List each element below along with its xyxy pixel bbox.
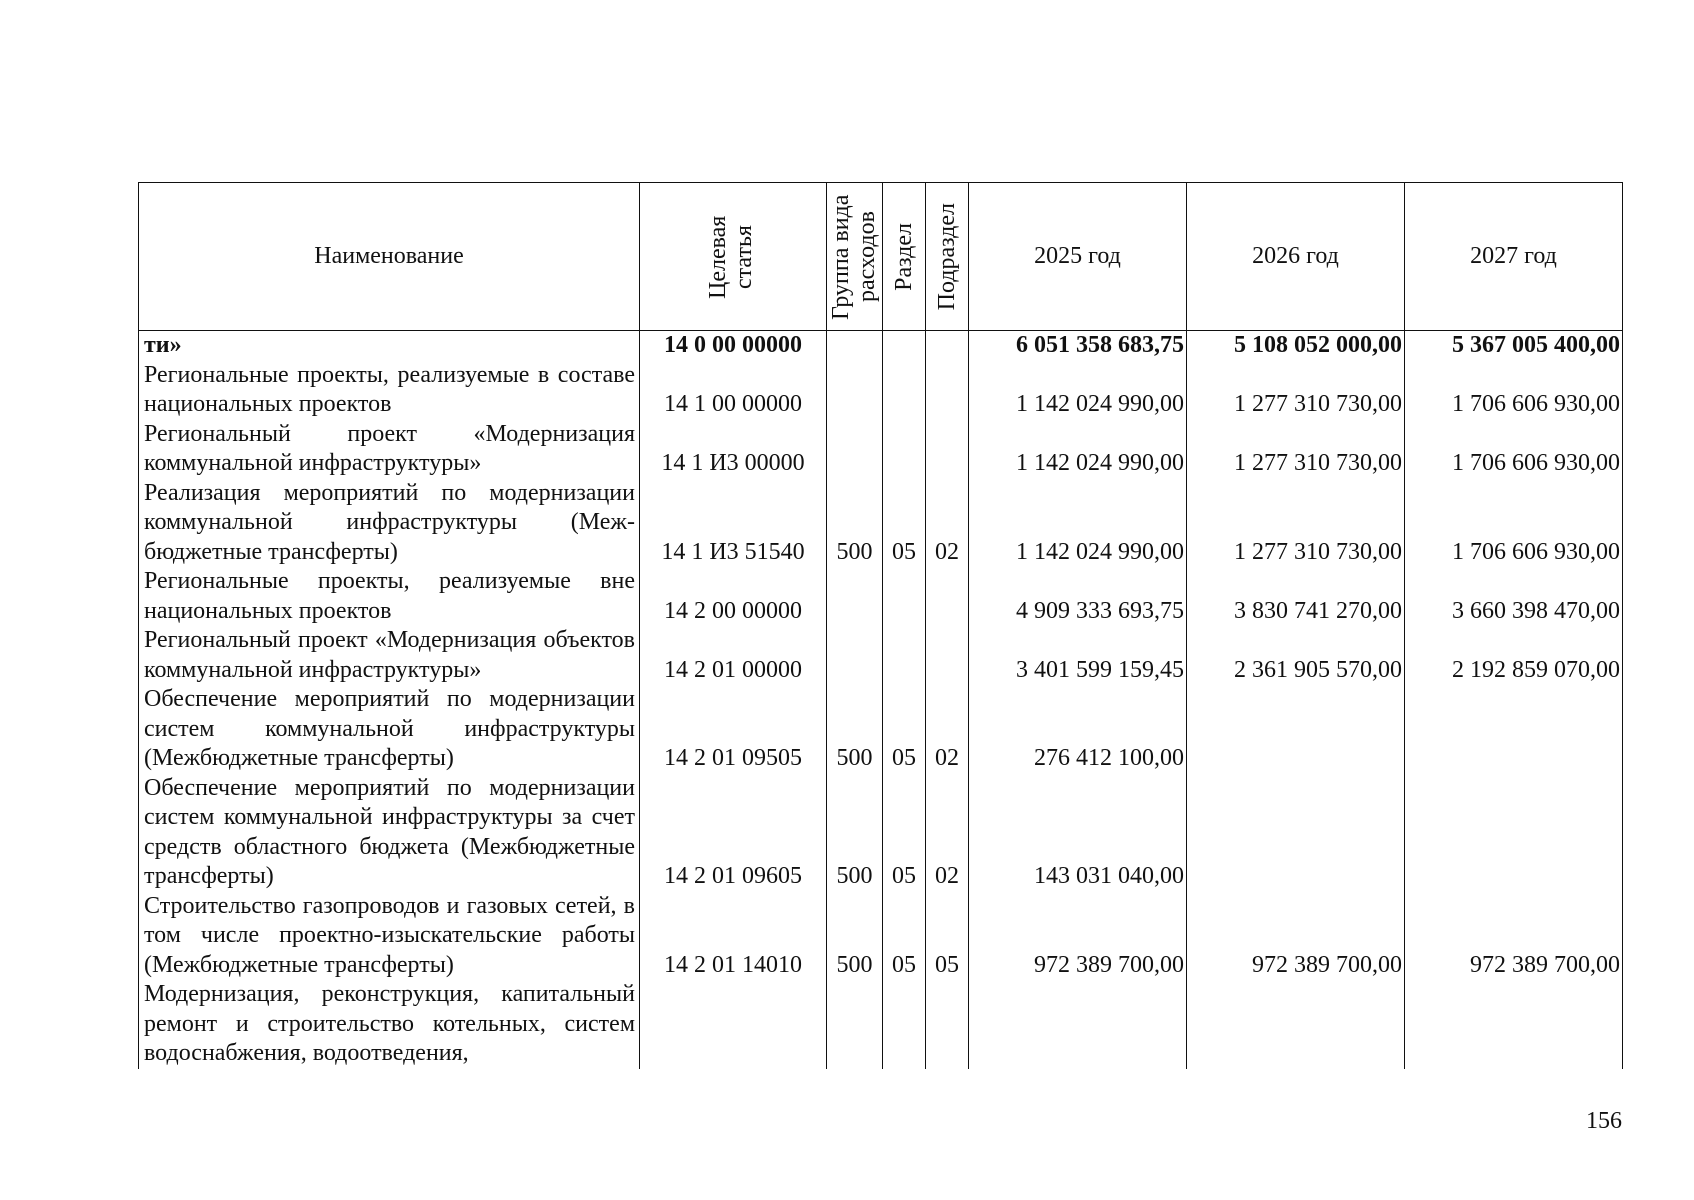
cell-2027: 5 367 005 400,00: [1405, 331, 1623, 361]
cell-2027: [1405, 980, 1623, 1069]
cell-2025: 276 412 100,00: [969, 685, 1187, 774]
cell-section: [883, 626, 926, 685]
table-row: [139, 567, 1623, 626]
cell-2025: 972 389 700,00: [969, 892, 1187, 981]
cell-2026: 2 361 905 570,00: [1187, 626, 1405, 685]
cell-2026: 1 277 310 730,00: [1187, 479, 1405, 568]
cell-2027: 3 660 398 470,00: [1405, 567, 1623, 626]
cell-name: Региональный проект «Модернизация коммунальной инфраструктуры»: [139, 420, 640, 479]
cell-section: [883, 567, 926, 626]
cell-subsection: [926, 420, 969, 479]
cell-article: 14 2 01 09605: [640, 774, 827, 892]
cell-2026: [1187, 685, 1405, 774]
table-header: [139, 183, 1623, 331]
header-group-text: Группа вида расходов: [827, 193, 880, 320]
cell-2025: 6 051 358 683,75: [969, 331, 1187, 361]
cell-group: 500: [827, 685, 883, 774]
cell-subsection: 02: [926, 774, 969, 892]
cell-group: [827, 420, 883, 479]
cell-name: Обеспечение мероприятий по модернизации систем коммунальной инфраструктуры (Межбюджетные трансферты): [139, 685, 640, 774]
cell-article: 14 1 И3 00000: [640, 420, 827, 479]
cell-name: Региональный проект «Модернизация объектов коммунальной инфраструктуры»: [139, 626, 640, 685]
cell-2027: [1405, 685, 1623, 774]
cell-article: [640, 980, 827, 1069]
cell-name: Модернизация, реконструкция, капитальный ремонт и строительство котельных, систем водоснабжения, водоотведения,: [139, 980, 640, 1069]
cell-article: 14 2 00 00000: [640, 567, 827, 626]
cell-2027: 1 706 606 930,00: [1405, 361, 1623, 420]
cell-group: 500: [827, 479, 883, 568]
cell-section: 05: [883, 479, 926, 568]
cell-article: 14 1 00 00000: [640, 361, 827, 420]
header-name: Наименование: [139, 183, 640, 331]
header-article-text: Целевая статья: [705, 214, 757, 299]
cell-subsection: 02: [926, 685, 969, 774]
cell-2026: 5 108 052 000,00: [1187, 331, 1405, 361]
cell-2026: 972 389 700,00: [1187, 892, 1405, 981]
table-row: [139, 774, 1623, 892]
cell-section: 05: [883, 892, 926, 981]
header-article: [640, 183, 827, 331]
table-row: [139, 892, 1623, 981]
cell-group: [827, 980, 883, 1069]
cell-subsection: [926, 626, 969, 685]
table-row: [139, 331, 1623, 361]
table-row: [139, 980, 1623, 1069]
cell-2025: 1 142 024 990,00: [969, 479, 1187, 568]
cell-2027: 972 389 700,00: [1405, 892, 1623, 981]
cell-2027: 2 192 859 070,00: [1405, 626, 1623, 685]
header-2026: 2026 год: [1187, 183, 1405, 331]
cell-subsection: [926, 980, 969, 1069]
cell-section: [883, 331, 926, 361]
cell-2026: [1187, 774, 1405, 892]
cell-section: 05: [883, 774, 926, 892]
cell-2025: 143 031 040,00: [969, 774, 1187, 892]
cell-2026: 1 277 310 730,00: [1187, 420, 1405, 479]
cell-name: Строительство газопроводов и газовых сетей, в том числе проектно-изыскательские работы (Межбюджетные трансферты): [139, 892, 640, 981]
cell-article: 14 2 01 09505: [640, 685, 827, 774]
table-row: [139, 626, 1623, 685]
table-body: [139, 331, 1623, 1069]
cell-article: 14 0 00 00000: [640, 331, 827, 361]
cell-2025: 1 142 024 990,00: [969, 361, 1187, 420]
cell-subsection: 02: [926, 479, 969, 568]
header-2027: 2027 год: [1405, 183, 1623, 331]
header-subsection: [926, 183, 969, 331]
cell-name: ти»: [139, 331, 640, 361]
cell-2026: [1187, 980, 1405, 1069]
cell-2025: 3 401 599 159,45: [969, 626, 1187, 685]
header-2025: 2025 год: [969, 183, 1187, 331]
cell-group: [827, 361, 883, 420]
header-section: [883, 183, 926, 331]
cell-group: [827, 626, 883, 685]
cell-name: Реализация мероприятий по модернизации коммунальной инфраструктуры (Межбюджетные трансферты): [139, 479, 640, 568]
cell-section: [883, 420, 926, 479]
cell-subsection: [926, 361, 969, 420]
cell-article: 14 2 01 00000: [640, 626, 827, 685]
cell-group: [827, 331, 883, 361]
page-number: 156: [1586, 1108, 1622, 1134]
cell-subsection: 05: [926, 892, 969, 981]
cell-name: Обеспечение мероприятий по модернизации систем коммунальной инфраструктуры за счет средств областного бюджета (Межбюджетные трансферты): [139, 774, 640, 892]
cell-subsection: [926, 567, 969, 626]
cell-section: [883, 980, 926, 1069]
table-row: [139, 361, 1623, 420]
table-row: [139, 420, 1623, 479]
cell-name: Региональные проекты, реализуемые вне национальных проектов: [139, 567, 640, 626]
cell-article: 14 1 И3 51540: [640, 479, 827, 568]
cell-2025: [969, 980, 1187, 1069]
cell-section: [883, 361, 926, 420]
header-group: [827, 183, 883, 331]
cell-group: 500: [827, 892, 883, 981]
cell-2026: 3 830 741 270,00: [1187, 567, 1405, 626]
budget-table: [138, 182, 1623, 1069]
cell-2025: 4 909 333 693,75: [969, 567, 1187, 626]
cell-2027: [1405, 774, 1623, 892]
cell-name: Региональные проекты, реализуемые в составе национальных проектов: [139, 361, 640, 420]
cell-2027: 1 706 606 930,00: [1405, 479, 1623, 568]
cell-2025: 1 142 024 990,00: [969, 420, 1187, 479]
table-row: [139, 479, 1623, 568]
cell-subsection: [926, 331, 969, 361]
cell-2026: 1 277 310 730,00: [1187, 361, 1405, 420]
header-subsection-text: Подраздел: [934, 202, 960, 311]
cell-article: 14 2 01 14010: [640, 892, 827, 981]
cell-group: 500: [827, 774, 883, 892]
cell-2027: 1 706 606 930,00: [1405, 420, 1623, 479]
header-section-text: Раздел: [891, 222, 917, 291]
table-row: [139, 685, 1623, 774]
cell-section: 05: [883, 685, 926, 774]
cell-group: [827, 567, 883, 626]
